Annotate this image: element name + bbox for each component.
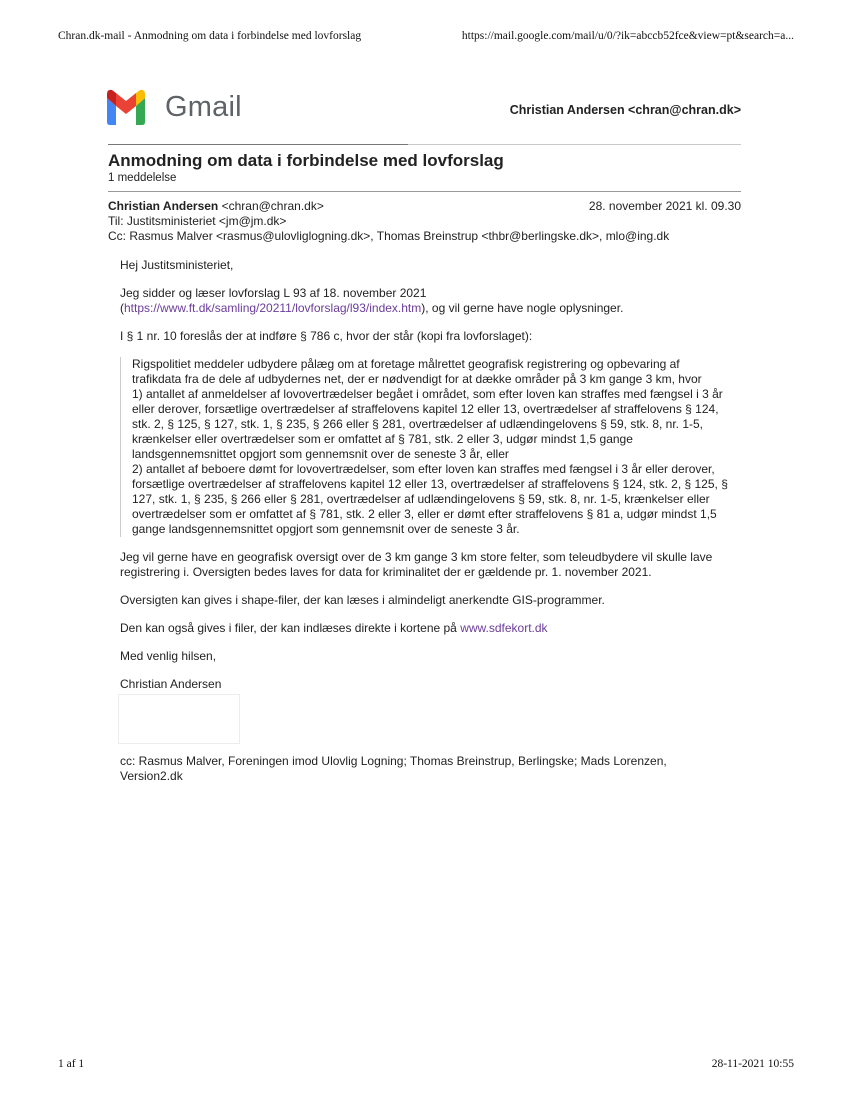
print-datetime: 28-11-2021 10:55: [711, 1058, 794, 1070]
header-divider: [108, 144, 741, 145]
paragraph-5-text: Den kan også gives i filer, der kan indlæses direkte i kortene på: [120, 621, 461, 635]
footer-cc: cc: Rasmus Malver, Foreningen imod Ulovlig Logning; Thomas Breinstrup, Berlingske; Mads Lorenzen, Version2.dk: [120, 754, 667, 783]
paragraph-5: [120, 621, 732, 636]
message-date: 28. november 2021 kl. 09.30: [588, 199, 741, 213]
gmail-wordmark: Gmail: [165, 90, 242, 123]
cc-line: Cc: Rasmus Malver <rasmus@ulovliglogning.dk>, Thomas Breinstrup <thbr@berlingske.dk>, mlo@ing.dk: [108, 229, 670, 243]
print-header: [58, 30, 794, 42]
paragraph-1: [120, 286, 732, 316]
signature-image: [118, 694, 240, 744]
paragraph-1-tail: ), og vil gerne have nogle oplysninger.: [421, 301, 624, 315]
quote-item-2: 2) antallet af beboere dømt for lovovertrædelser, som efter loven kan straffes med fængsel i 3 år eller derover, forsætlige overtrædelser af straffelovens kapitel 12 eller 13, overtrædelser af straffelovens § 124, stk. 2, § 125, § 127, stk. 1, § 235, § 266 eller § 281, overtrædelser af udlændingelovens § 59, stk. 8, nr. 1-5, krænkelser eller overtrædelser som er omfattet af § 781, stk. 2 eller 3, eller er dømt efter straffelovens § 81 a, udgør mindst 1,5 gange landsgennemsnittet opgjort som gennemsnit over de seneste 3 år.: [132, 462, 728, 536]
paragraph-3: Jeg vil gerne have en geografisk oversigt over de 3 km gange 3 km store felter, som teleudbydere vil skulle lave registrering i. Oversigten bedes laves for data for kriminalitet der er gældende pr. 1. november 2021.: [120, 550, 713, 579]
sender: [108, 199, 324, 214]
paragraph-2: I § 1 nr. 10 foreslås der at indføre § 786 c, hvor der står (kopi fra lovforslaget):: [120, 329, 533, 343]
to-line: Til: Justitsministeriet <jm@jm.dk>: [108, 214, 287, 228]
sender-name: Christian Andersen: [108, 199, 219, 213]
account-label: Christian Andersen <chran@chran.dk>: [509, 103, 741, 117]
quote-intro: Rigspolitiet meddeler udbydere pålæg om at foretage målrettet geografisk registrering og opbevaring af trafikdata fra de dele af udbydernes net, der er nødvendigt for at dække områder på 3 km gange 3 km, hvor: [132, 357, 702, 386]
print-page-title: Chran.dk-mail - Anmodning om data i forbindelse med lovforslag: [58, 30, 362, 42]
sender-email: <chran@chran.dk>: [221, 199, 324, 213]
signature-name: Christian Andersen: [120, 677, 222, 691]
print-url: https://mail.google.com/mail/u/0/?ik=abccb52fce&view=pt&search=a...: [461, 30, 794, 42]
message-body: [120, 258, 732, 797]
law-quote: [120, 357, 732, 537]
greeting: Hej Justitsministeriet,: [120, 258, 234, 272]
gmail-m-logo-icon: [104, 88, 148, 126]
sdfekort-link[interactable]: www.sdfekort.dk: [460, 621, 548, 635]
thread-subject: Anmodning om data i forbindelse med lovforslag: [108, 151, 504, 170]
paragraph-4: Oversigten kan gives i shape-filer, der kan læses i almindeligt anerkendte GIS-programmer.: [120, 593, 605, 607]
message-header: [108, 199, 741, 244]
paragraph-1-text: Jeg sidder og læser lovforslag L 93 af 18. november 2021 (: [120, 286, 427, 315]
print-footer: [58, 1058, 794, 1070]
quote-item-1: 1) antallet af anmeldelser af lovovertrædelser begået i området, som efter loven kan straffes med fængsel i 3 år eller derover, forsætlige overtrædelser af straffelovens kapitel 12 eller 13, overtrædelser af straffelovens § 124, stk. 2, § 125, § 127, stk. 1, § 235, § 266 eller § 281, overtrædelser af udlændingelovens § 59, stk. 8, nr. 1-5, krænkelser eller overtrædelser som er omfattet af § 781, stk. 2 eller 3, udgør mindst 1,5 gange landsgennemsnittet opgjort som gennemsnit over de seneste 3 år, eller: [132, 387, 723, 461]
closing: Med venlig hilsen,: [120, 649, 217, 663]
subject-divider: [108, 191, 741, 192]
gmail-logo[interactable]: [104, 88, 242, 126]
page-number: 1 af 1: [58, 1058, 85, 1070]
ft-link[interactable]: https://www.ft.dk/samling/20211/lovforslag/l93/index.htm: [124, 301, 422, 315]
message-count: 1 meddelelse: [108, 172, 177, 184]
